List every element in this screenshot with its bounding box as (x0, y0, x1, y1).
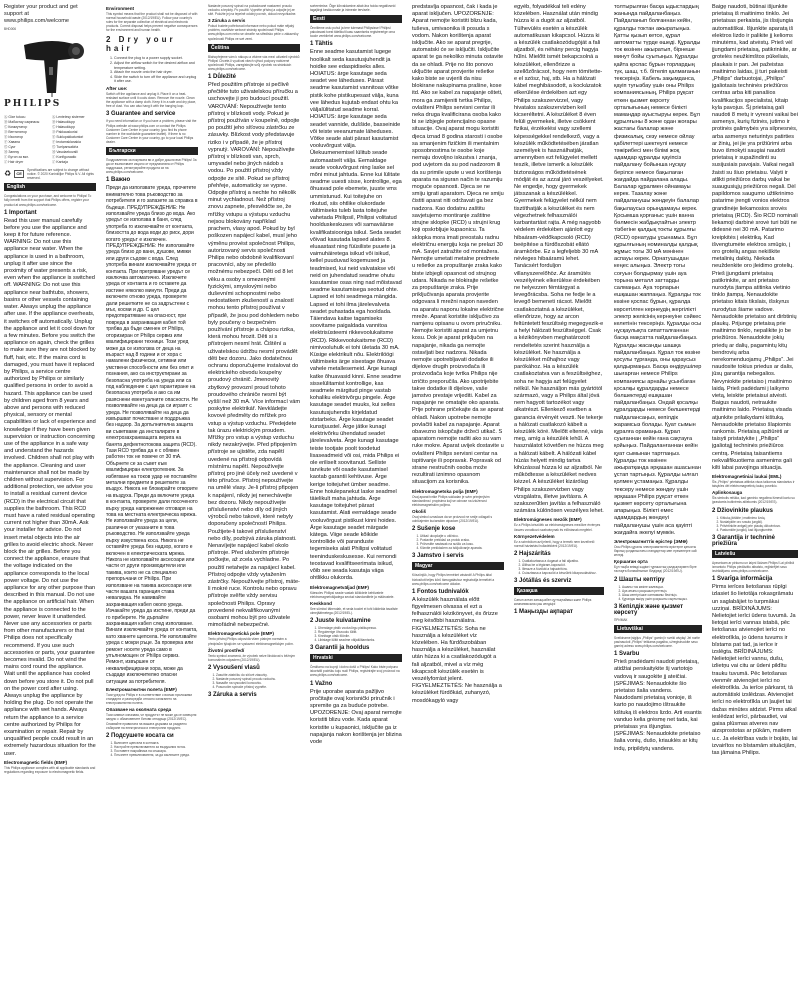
bulgarian-section-title: Български (106, 147, 198, 155)
step-item: 1. Включете щепсела в контакта. (114, 741, 198, 745)
after-use-heading: After use: (106, 86, 128, 92)
dry-hu-heading: 2 Hajszárítás (514, 550, 551, 557)
legend-item: Ⓐ Lentelesу sistemer (52, 115, 85, 120)
step-item: 3. Pričvrstite nastavak na sušilo za kosu. (420, 542, 504, 546)
guarantee-cz-heading: 3 Záruka a servis (208, 18, 246, 24)
step-item: 2. Állítsa be a légáram-kapcsolót. (522, 563, 604, 567)
column-7 (610, 0, 706, 990)
dry-hu-steps (514, 559, 604, 575)
emf-hu-text: Ez a Philips készülék az elektromágneses mezőkre érvényes összes vonatkozó szabványnak és előírásnak megfelel. (514, 523, 601, 532)
important-hu-text: A készülék használata előtt figyelmesen olvassa el ezt a felhasználói kézikönyvet, és őrizze meg későbbi használatra. FIGYELMEZTETÉS: Soha ne használja a készüléket víz közelében. Ha fürdőszobában használja a készüléket, használat után húzza ki a csatlakozódugót a fali aljzatból, mivel a víz még kikapcsolt készülék esetén is veszélyforrást jelent. FIGYELMEZTETÉS: Ne használja a készüléket fürdőkád, zuhanyzó, mosdókagyló vagy (412, 596, 502, 704)
dry-kk-heading: 2 Шашты кептіру (614, 576, 665, 583)
emf-heading: Electromagnetic fields (EMF) (4, 759, 68, 765)
cover-column (0, 0, 100, 990)
step-item: 2. Ауа ағыны қосқышын реттеңіз. (622, 589, 702, 593)
step-item: 4. Slide the switch to turn off the appliance and unplug it after use. (114, 75, 198, 84)
dry-bg-heading: 2 Подсушете косата си (106, 732, 174, 739)
env-hu-text: Ez a szimbólum azt jelenti, hogy a termék nem kezelhető normál háztartási hulladékként (2012/19/EU). (514, 539, 595, 548)
lietuviskai-intro: Sveikiname įsigijus „Philips“ gaminį ir sveiki atvykę! Jei norite pasinaudoti „Philips“ teikiama pagalba, užregistruokite savo gaminį adresu www.philips.com/welcome. (614, 635, 700, 649)
czech-section-title: Čeština (208, 44, 300, 52)
emf-cz-heading: Elektromagnetická pole (EMP) (208, 631, 274, 637)
legend-item: Ⓔ Изолятор (4, 135, 24, 140)
environment-heading: Environment (106, 6, 135, 11)
step-item: 4. Kliznite prekidačem za isključivanje aparata. (420, 546, 504, 550)
step-item: 3. Nasaďte na vysoušeč koncovku. (216, 681, 300, 685)
after-use-text: Switch off the appliance and unplug it. Place it on a heat-resistant surface until it cools down. Remove the nozzle. Clean the appliance with a damp cloth. Keep it in a safe and dry place, free of dust. You can also hang it with the hanging loop. (106, 92, 197, 109)
recycle-icon: ♻ (4, 169, 12, 179)
parts-legend (4, 115, 96, 165)
legend-item: Ⓐ Giaт tutucu (4, 115, 26, 120)
legend-item: Ⓘ Konfiguraatio (52, 155, 77, 160)
step-item: 1. Zasuňte zástrčku do síťové zásuvky. (216, 673, 300, 677)
column-8 (708, 0, 802, 990)
legend-item: Ⓑ Мабастау сақинасы (4, 120, 40, 125)
dry-et-heading: 2 Juuste kuivatamine (310, 617, 371, 624)
important-text: Read this user manual carefully before you use the appliance and keep it for future reference. WARNING: Do not use this appliance near water. When the appliance is used in a bathroom, unplug it after use since the proximity of water presents a risk, even when the appliance is switched off. WARNING: Do not use this appliance near bathtubs, showers, basins or other vessels containing water. Always unplug the appliance after use. If the appliance overheats, it switches off automatically. Unplug the appliance and let it cool down for a few minutes. Before you switch the appliance on again, check the grilles to make sure they are not blocked by fluff, hair, etc. If the mains cord is damaged, you must have it replaced by Philips, a service centre authorized by Philips or similarly qualified persons in order to avoid a hazard. This appliance can be used by children aged from 8 years and above and persons with reduced physical, sensory or mental capabilities or lack of experience and knowledge if they have been given supervision or instruction concerning use of the appliance in a safe way and understand the hazards involved. Children shall not play with the appliance. Cleaning and user maintenance shall not be made by children without supervision. For additional protection, we advise you to install a residual current device (RCD) in the electrical circuit that supplies the bathroom. This RCD must have a rated residual operating current not higher than 30mA. Ask your installer for advice. Do not insert metal objects into the air grilles to avoid electric shock. Never block the air grilles. Before you connect the appliance, ensure that the voltage indicated on the appliance corresponds to the local power voltage. Do not use the appliance for any other purpose than described in this manual. Do not use the appliance on artificial hair. When the appliance is connected to the power, never leave it unattended. Never use any accessories or parts from other manufacturers or that Philips does not specifically recommend. If you use such accessories or parts, your guarantee becomes invalid. Do not wind the mains cord round the appliance. Wait until the appliance has cooled down before you store it. Do not pull on the power cord after using. Always unplug the appliance by holding the plug. Do not operate the appliance with wet hands. Always return the appliance to a service centre authorized by Philips for examination or repair. Repair by unqualified people could result in an extremely hazardous situation for the user. (4, 217, 96, 757)
legend-item: Ⓒ Halasuklupp (52, 125, 75, 130)
step-item: 4. Csúsztassa a kapcsolót a készülék kikapcsolásához. (522, 571, 604, 575)
emf-et-heading: Elektromagnetväljad (EMF) (310, 584, 369, 590)
env-lt-heading: Aplinkosauga (712, 490, 743, 496)
legend-item: Ⓖ Суьт (4, 145, 16, 150)
hrvatski-intro: Čestitamo na kupnji i dobro došli u Philips! Kako biste potpuno iskoristili podršku koju nudi Philips, registrirajte svoj proizvod na www.philips.com/welcome. (310, 665, 400, 678)
svarigi-heading: 1 Svarīga informācija (712, 576, 773, 583)
env-bg-text: Този символ означава, че продуктът не може да се изхвърля заедно с обикновените битови отпадъци (2012/19/ЕС). Спазвайте правилата на вашата държава за разделно събиране на електрически и електронни продукти. (106, 713, 197, 730)
step-item: 4. Құралды өшіру үшін қосқышты сырғытыңыз. (622, 597, 702, 601)
legend-item: Ⓙ Kantaja (52, 160, 68, 165)
step-item: 1. Kištuką įkiškite į maitinimo lizdą. (720, 516, 798, 520)
welcome-url[interactable]: www.philips.com/welcome (4, 18, 69, 24)
dry-hr-heading: 2 Sušenje kose (412, 526, 456, 533)
emf-lt-heading: Elektromagnetiniai laukai (EML) (712, 474, 782, 480)
eesti-intro: Õnnitleme ostu puhul ja tere tulemast Philipsisse! Philipsi pakutavast toest täielikult kasu saamiseks registreerige oma toode veebilehel www.philips.com/welcome. (310, 26, 395, 39)
hu-continued-text: egyéb, folyadékkal teli edény közelében. Használat után mindig húzza ki a dugót az aljzatból. Túlhevülés esetén a készülék automatikusan kikapcsol. Húzza ki a készülék csatlakozódugóját a fali aljzatból, és néhány percig hagyja hűlni. Mielőtt ismét bekapcsolná a készüléket, ellenőrizze a szellőzőrácsot, hogy nem tömítette-e el szösz, haj, stb. Ha a hálózati kábel meghibásodott, a kockázatok elkerülése érdekében azt egy Philips szakszervizzel, vagy hivatalos szakszervizben kell kicseréltetni. A készüléket 8 éven felüli gyermekek, illetve csökkent fizikai, érzékelési vagy szellemi képességekkel rendelkező, vagy a készülék működtetésében járatlan személyek is használhatják, amennyiben ezt felügyelet mellett teszik, illetve ismerik a készülék biztonságos működtetésének módját és az azzal járó veszélyeket. Ne engedje, hogy gyermekek játsszanak a készülékkel. Gyermekek felügyelet nélkül nem tisztíthatják a készüléket és nem végezhetnek felhasználói karbantartást rajta. A még nagyobb védelem érdekében ajánlott egy hibaáram-védőkapcsoló (RCD) beépítése a fürdőszobát ellátó áramkörbe. Ez a legfeljebb 30 mA névleges hibaáramú lehet. Tanácsért forduljon villanyszerelőhöz. Az áramütés veszélyének elkerülése érdekében ne helyezzen fémtárgyat a levegőrácsba. Soha ne fedje le a levegő bemeneti rácsot. Mielőtt csatlakoztatná a készüléket, ellenőrizze, hogy az arcon feltüntetett feszültség megegyezik-e a helyi hálózati feszültséggel. Csak a kézikönyvben meghatározott rendeltetés szerint használja a készüléket. Ne használja a készüléket műhajhoz vagy parókához. Ha a készülék csatlakoztatva van a feszültséghez, soha ne hagyja azt felügyelet nélkül. Ne használjon más gyártótól származó, vagy a Philips által jóvá nem hagyott tartozékot vagy alkatrészt. Ellenkező esetben a garancia érvényét veszti. Ne tekerje a hálózati csatlakozó kábelt a készülék köré. Mielőtt eltenné, várja meg, amíg a készülék lehűl. A használatot követően ne húzza meg a hálózati kábelt. A hálózati kábel húzás helyett mindig tartva kihúzással húzza ki az aljzatból. Ne működtesse a készüléket nedves kézzel. A készüléket kizárólag Philips szakszervizben vagy vizsgálatra, illetve javításra. A szakszerűtlen javítás a felhasználó számára különösen veszélyes lehet. (514, 4, 604, 515)
svarbu-heading: 1 Svarbu (614, 651, 640, 658)
legend-item: Ⓒ Коммутатор (4, 125, 28, 130)
step-item: 1. Ühendage pistik vooluvõrgu pistikupessa. (318, 626, 402, 630)
lietuviskai-section-title: Lietuviškai (614, 625, 702, 633)
step-item: 1. Ашаны ток көзіне жалғаңыз. (622, 585, 702, 589)
env-kk-heading: Қоршаған орта (614, 559, 648, 565)
emf-et-text: Käesolev Philipsi seade vastab kõikidele kehtivatele elektromagnetväljadega seotud standarditele ja määrustele. (310, 590, 395, 599)
guarantee-text: If you need information or if you have a problem, please visit the Philips website at www.philips.com or contact the Philips Customer Care Centre in your country (you find its phone number in the worldwide guarantee leaflet). If there is no Customer Care Centre in your country, go to your local Philips dealer. (106, 119, 197, 144)
step-item: 4. Плъзнете превключвателя, за да изключите уреда. (114, 753, 198, 757)
important-cz-text: Před použitím přístroje si pečlivě přečtěte tuto uživatelskou příručku a uschovejte ji pro budoucí použití. VAROVÁNÍ: Nepoužívejte tento přístroj v blízkosti vody. Pokud je přístroj používán v koupelně, odpojte po použití jeho síťovou zástrčku ze zásuvky. Blízkost vody představuje riziko i v případě, že je přístroj vypnutý. VAROVÁNÍ: Nepoužívejte přístroj v blízkosti van, sprch, umyvadel nebo jiných nádob s vodou. Po použití přístroj vždy odpojte ze sítě. Pokud se přístroj přehřeje, automaticky se vypne. Odpojte přístroj a nechte ho několik minut vychladnout. Než přístroj znovu zapnete, přesvědčte se, že mřížky vstupu a výstupu vzduchu nejsou blokovány například prachem, vlasy apod. Pokud by byl poškozen napájecí kabel, musí jeho výměnu provést společnost Philips, autorizovaný servis společnosti Philips nebo obdobně kvalifikovaní pracovníci, aby se předešlo možnému nebezpečí. Děti od 8 let věku a osoby s omezenými fyzickými, smyslovými nebo duševními schopnostmi nebo nedostatkem zkušeností a znalostí mohou tento přístroj používat v případě, že jsou pod dohledem nebo byly poučeny o bezpečném používání přístroje a chápou rizika, která mohou hrozit. Děti si s přístrojem nesmí hrát. Čištění a uživatelskou údržbu nesmí provádět děti bez dozoru. Jako dodatečnou ochranu doporučujeme instalovat do elektrického obvodu koupelny proudový chránič. Jmenovitý zbytkový provozní proud tohoto proudového chrániče nesmí být vyšší než 30 mA. Více informací vám poskytne elektrikář. Nevkládejte kovové předměty do mřížek pro vstup a výstup vzduchu. Předejdete tak úrazu elektrickým proudem. Mřížky pro vstup a výstup vzduchu nikdy nezakrývejte. Před připojením přístroje se ujistěte, zda napětí uvedené na přístroji odpovídá místnímu napětí. Nepoužívejte přístroj pro jiné účely než uvedené v této příručce. Přístroj nepoužívejte na umělé vlasy. Je-li přístroj připojen k napájení, nikdy jej nenechávejte bez dozoru. Nikdy nepoužívejte příslušenství nebo díly od jiných výrobců nebo takové, které nebyly doporučeny společností Philips. Použijete-li takové příslušenství nebo díly, pozbývá záruka platnosti. Nenavíjejte napájecí kabel okolo přístroje. Před uložením přístroje počkejte, až zcela vychladne. Po použití netahejte za napájecí kabel. Přístroj odpojte vždy vytažením zástrčky. Nepoužívejte přístroj, máte-li mokré ruce. Kontrolu nebo opravu přístroje svěřte vždy servisu společnosti Philips. Opravy provedené nekvalifikovanými osobami mohou být pro uživatele mimořádně nebezpečné. (208, 82, 301, 629)
kazakh-intro: Сатып алған затыңызбен құттықтаймыз және Philips компаниясына қош келдіңіз! (514, 598, 592, 607)
important-et-heading: 1 Tähtis (310, 41, 333, 48)
brand-logo: PHILIPS (4, 99, 62, 110)
legend-item: Ⓗ Запезу (4, 150, 20, 155)
eesti-section-title: Eesti (310, 15, 402, 23)
lt-continued-text: Baigę naudoti, būtinai išjunkite prietaisą iš maitinimo tinklo. Jei prietaisas perkaista, jis išsijungia automatiškai. Išjunkite aparatą iš elektros lizdo ir palikite jį kelioms minutėms, kad atvėstų. Prieš vėl įjungdami prietaisą, patikrinkite, ar grotelės neužkimštos pūkeliais, plaukais ir pan. Jei pažeistas maitinimo laidas, jį turi pakeisti „Philips“ darbuotojai, „Philips“ įgaliotasis techninės priežiūros centras arba kiti panašios kvalifikacijos specialistai, kitaip kyla pavojus. Šį prietaisą gali naudoti 8 metų ir vyresni vaikai bei asmenys, kurių fizinės, jutimo ir protinės galimybės yra silpnesnės, arba asmenys neturintys patirties ar žinių, jei jie yra prižiūrimi arba buvo išmokyti saugiai naudoti prietaisą ir supažindinti su susijusiais pavojais. Vaikai negali žaisti su šiuo prietaisu. Valyti ir atlikti priežiūros darbų vaikai be suaugusiųjų priežiūros negali. Dėl papildomos saugumo užtikrinimo patarime įrengti vonios elektros grandinėje liekamosios srovės prietaisą (RCD). Šio RCD nominali liekamoji darbinė srovė turi būti ne didesnė nei 30 mA. Patarimo kreipkitės į elektriką. Kad išvengtumėte elektros smūgio, į oro grotelių angas nekiškite metalinių daiktų. Niekada neuždenkite oro įleidimo grotelių. Prieš įjungdami prietaisą patikrinkite, ar ant prietaiso nurodyta įtampa atitinka vietinio tinklo įtampą. Nenaudokite prietaiso kitais tikslais, išskyrus nurodytus šiame vadove. Nenaudokite prietaiso ant dirbtinių plaukų. Prijungę prietaisą prie maitinimo tinklo, nepalikite jo be priežiūros. Nenaudokite jokių priedų ar dalių, pagamintų kitų bendrovių arba nerekomenduojamų „Philips“. Jei naudosite tokius priedus ar dalis, jūsų garantija nebegalios. Nevyniokite prietaiso į maitinimo laidą. Prieš padėdami į laikymo vietą, leiskite prietaisui atvėsti. Baigus naudoti, netraukite maitinimo laido. Prietaisą visada atjunkite prilaikydami kištuką. Nenaudokite prietaiso šlapiomis rankomis. Prietaisą apžiūrėti ar taisyti pristatykite į „Philips“ įgaliotąjį techninės priežiūros centrą. Prietaisą taisantiems nekvalifikuotiems asmenims gali kilti labai pavojinga situacija. (712, 4, 798, 471)
model-number: BHD006 (4, 27, 17, 31)
dry-lt-heading: 2 Džiovinkite plaukus (712, 507, 774, 514)
env-cz-heading: Životní prostředí (208, 647, 245, 653)
column-4 (306, 0, 406, 990)
dry-hr-steps (412, 534, 504, 550)
legend-item: Ⓕ Хавана (4, 140, 20, 145)
compliance-row (4, 168, 96, 180)
guarantee-cz2-heading: 3 Záruka a servis (208, 692, 257, 699)
legend-item: Ⓓ Pakkauskoriai (52, 130, 78, 135)
step-item: 1. Utikač ukopčajte u utičnicu. (420, 534, 504, 538)
emf-cz-text: Tento přístroj Philips odpovídá všem platným normám a předpisům týkajícím se vystavení elektromagnetickým polím. (208, 637, 294, 646)
env-hr-heading: Okoliš (412, 508, 427, 514)
latviesu-intro: Apsveicam ar pirkumu un laipni lūdzam Philips! Lai pilnībā izmantotu Philips piedāvāto atbalstu, reģistrējiet savu izstrādājumu www.philips.com/welcome. (712, 560, 795, 574)
emf-text: This Philips appliance complies with all applicable standards and regulations regarding exposure to electromagnetic fields. (4, 765, 96, 774)
step-item: 3. Pritvirtinkite antgalį prie plaukų džiovintuvo. (720, 524, 798, 528)
legend-item: Ⓔ Suklupakkatuntori (52, 135, 84, 140)
environment-text: This symbol means that the product shall not be disposed of with normal household waste (2012/19/EU). Follow your country's rules for the separate collection of electrical and electronic products. Correct disposal helps prevent negative consequences for the environment and human health. (106, 12, 198, 33)
guarantee-kk-heading: 3 Кепілдік және қызмет көрсету (614, 603, 684, 616)
step-item: 2. Adjust the airflow switch for the desired airflow and temperature setting. (114, 61, 198, 70)
hrvatski-section-title: Hrvatski (310, 654, 402, 662)
important-heading: 1 Important (4, 209, 37, 216)
guarantee-lt-heading: 3 Garantija ir techninė priežiūra (712, 534, 776, 547)
copyright-note: Specifications are subject to change without notice. © 2020 Koninklijke Philips N.V. All rights reserved. (27, 168, 94, 181)
important-hu-heading: 1 Fontos tudnivalók (412, 588, 469, 595)
dry-kk-steps (614, 585, 702, 601)
legend-item: Ⓗ Vasolaekovalli (52, 150, 78, 155)
important-bg-heading: 1 Важно (106, 177, 131, 184)
emf-lt-text: Šis „Philips“ prietaisas atitinka visus taikomus standartus ir taisykles dėl elektromagnetinių laukų poveikio. (712, 480, 795, 489)
legend-item: Ⓕ Ieotamsklanakia (52, 140, 81, 145)
latviesu-section-title: Latviešu (712, 550, 798, 558)
env-hr-text: Ovaj simbol označava da se proizvod ne smije odlagati s uobičajenim kućanskim otpadom (2012/19/EU). (412, 514, 493, 523)
magyar-intro: Köszönjük, hogy Philips terméket vásárolt! A Philips által biztosított teljes körű támogatáshoz regisztrálja termékét a www.philips.com/welcome oldalon. (412, 573, 495, 586)
emf-kk-text: Осы Philips құралы электромагниттік өрістерге қатысты барлық қолданыстағы стандарттар мен ережелерге сай келеді. (614, 545, 697, 558)
legend-item: Ⓑ Halasuklupp (52, 120, 75, 125)
column-6 (510, 0, 608, 990)
important-cz-heading: 1 Důležité (208, 74, 237, 81)
dry-cz-heading: 2 Vysoušení vlasů (208, 664, 260, 671)
step-item: 3. Illessze a fúvókát a hajszárítóra. (522, 567, 604, 571)
step-item: 1. Csatlakoztassa a dugaszt a fali aljzatba. (522, 559, 604, 563)
column-2 (102, 0, 202, 990)
important-bg-text: Преди да използвате уреда, прочетете внимателно това ръководство за потребителя и го запазете за справка в бъдеще. ПРЕДУПРЕЖДЕНИЕ: Не използвайте уреда близо до вода. Ако уредът се използва в баня, след употреба го изключвайте от контакта, близостта до вода води до риск, дори когато уредът е изключен. ПРЕДУПРЕЖДЕНИЕ: Не използвайте уреда близо до вани, душове, мивки или други съдове с вода. След употреба винаги изключвайте уреда от контакта. При прегряване уредът се изключва автоматично. Изключете уреда от контакта и го оставете да изстине няколко минути. Преди да включите отново уреда, проверете дали решетките не са задръстени с мъх, косми и др. С цел предотвратяване на опасност, при повреда в захранващия кабел той трябва да бъде сменен от Philips, оторизиран от Philips сервиз или квалифицирани техници. Този уред може да се използва от деца на възраст над 8 години и от хора с намалени физически, сетивни или умствени способности или без опит и познания, ако са инструктирани за безопасна употреба на уреда или са под наблюдение с цел гарантиране на безопасна употреба и ако са им разяснени евентуалните опасности. Не позволявайте на деца да си играят с уреда. Не позволявайте на деца да извършват почистване и поддръжка без надзор. За допълнителна защита ви съветваме да инсталирате в електрозахранващата верига на банята дефектнотокова защита (RCD). Тази RCD трябва да е с обявен работен ток не повече от 30 mA. Обърнете се за съвет към квалифициран електротехник. За избягване на токов удар не поставяйте метални предмети в решетките за въздух. Никога не блокирайте отворите на въздуха. Преди да включите уреда в контакта, проверете дали посоченото върху уреда напрежение отговаря на това на местната електрическа мрежа. Не използвайте уреда за цели, различни от указаните в това ръководство. Не използвайте уреда върху изкуствена коса. Никога не оставяйте уреда без надзор, когато е включен в електрическата мрежа. Никога не използвайте аксесоари или части от други производители или такива, които не са специално препоръчани от Philips. При използване на такива аксесоари или части вашата гаранция става невалидна. Не навивайте захранващия кабел около уреда. Изчакайте уреда да изстине, преди да го приберете. Не дърпайте захранващия кабел след използване. Винаги изключвайте уреда от контакта, като хванете щепсела. Не използвайте уреда с мокри ръце. За проверка или ремонт носете уреда само в упълномощен от Philips сервиз. Ремонт, извършен от неквалифицирани хора, може да създаде изключително опасни ситуации за потребителя. (106, 185, 198, 685)
step-item: 3. Kinnitage otsik föönile. (318, 634, 402, 638)
emf-kk-heading: Электромагниттік өрістер (ЭМӨ) (614, 539, 688, 545)
kazakh-section-title: Қазақша (514, 587, 604, 595)
top-text: sorteerimise. Õige kõrvaldamine aitab ära hoida negatiivseid tagajärgi keskkonnale ja inimeste tervisele. (310, 4, 396, 13)
step-item: 3. Шаш кептіргішке саптаманы бекітіңіз. (622, 593, 702, 597)
step-item: 2. Nastavte posuvný spínač proudu vzduchu. (216, 677, 300, 681)
product-code: ПРИМАК (614, 617, 628, 622)
emf-hr-text: Ovaj aparat tvrtke Philips sukladan je svim primjenjivim standardima i propisima koji se odnose na izloženost elektromagnetskim poljima. (412, 494, 490, 507)
step-item: 4. Pastumkite jungiklį, kad išjungtumėte. (720, 528, 798, 532)
svarigi-text: Pirms ierīces lietošanas rūpīgi izlasiet šo lietotāja rokasgrāmatu un saglabājiet to turpmākai uzziņai. BRĪDINĀJUMS: Nelietojiet ierīci ūdens tuvumā. Ja lietojat ierīci vannas istabā, pēc lietošanas atvienojiet ierīci no elektrotīkla, jo ūdens tuvums ir bīstams pat tad, ja ierīce ir izslēgta. BRĪDINĀJUMS: Nelietojiet ierīci vannu, dušu, izlietņu vai citu ar ūdeni pildītu trauku tuvumā. Pēc lietošanas vienmēr atvienojiet ierīci no elektrotīkla. Ja ierīce pārkarst, tā automātiski izslēdzas. Atvienojiet ierīci no elektrotīkla un ļaujiet tai dažas minūtes atdzist. Pirms atkal ieslēdzat ierīci, pārbaudiet, vai gaisa plūsmas atveres nav aizsprostotas ar pūkām, matiem u.c. Ja elektrības vads ir bojāts, lai izvairītos no bīstamām situācijām, tas jāmaina Philips. (712, 584, 798, 756)
important-hr-heading: 1 Važno (310, 680, 333, 687)
dry-et-steps (310, 626, 402, 642)
step-item: 4. Posunutím spínače přístroj vypněte. (216, 685, 300, 689)
legend-item: Ⓙ Hair dryer (4, 160, 24, 165)
magyar-section-title: Magyar (412, 562, 504, 570)
guarantee-hu-heading: 3 Jótállás és szerviz (514, 578, 572, 585)
step-item: 2. Nustatykite oro srauto jungiklį. (720, 520, 798, 524)
env-hu-heading: Környezetvédelem (514, 533, 555, 539)
env-lt-text: Šis simbolis reiškia, kad gaminio negalima išmesti kartu su įprastomis buitinėmis atliekomis (2012/19/ES). (712, 496, 795, 505)
hr-continued-text: predstavlja opasnost, čak i kada je aparat isključen. UPOZORENJE: Aparat nemojte koristiti blizu kada, tuševa, umivaonika ili posuda s vodom. Nakon korištenja aparat isključite. Ako se aparat pregrije, automatski će se isključiti. Isključite aparat te ga nekoliko minuta ostavite da se ohladi. Prije no što ponovo uključite aparat provjerite rešetke kako biste se uvjerili da nisu blokirane nakupinama prašine, kose itd. Ako se kabel za napajanje ošteti, mora ga zamijeniti tvrtka Philips, ovlašteni Philips servisni centar ili neka druga kvalificirana osoba kako bi se izbjegle potencijalno opasne situacije. Ovaj aparat mogu koristiti djeca iznad 8 godina starosti i osobe sa smanjenim fizičkim ili mentalnim sposobnostima te osobe koje nemaju dovoljno iskustva i znanja, pod uvjetom da su pod nadzorom ili da su primile upute u vezi korištenja aparata na siguran način te razumiju moguće opasnosti. Djeca se ne smiju igrati aparatom. Djeca ne smiju čistiti aparat niti održavati ga bez nadzora. Kao dodatnu zaštitu savjetujemo montiranje zaštitne strujne sklopke (RCD) u strujni krug koji opskrbljuje kupaonicu. Ta sklopka mora imati preostalu radnu električnu energiju koja ne prelazi 30 mA. Savjet zatražite od montažera. Nemojte umetati metalne predmete u rešetke za propuštanje zraka kako biste izbjegli opasnost od strujnog udara. Nikada ne blokirajte rešetke za propuštanje zraka. Prije priključivanja aparata provjerite odgovara li mrežni napon naveden na aparatu naponu lokalne električne mreže. Aparat koristite isključivo za namjenu opisanu u ovom priručniku. Nemojte koristiti aparat za umjetnu kosu. Dok je aparat priključen na napajanje, nikada ga nemojte ostavljati bez nadzora. Nikada nemojte upotrebljavati dodatke ili dijelove drugih proizvođača ili proizvođača koje tvrtka Philips nije izričito preporučila. Ako upotrijebite takve dodatke ili dijelove, vaše jamstvo prestaje vrijediti. Kabel za napajanje ne omatajte oko aparata. Prije pohrane pričekajte da se aparat ohladi. Nakon upotrebe nemojte povlačiti kabel za napajanje. Aparat obavezno iskopčajte držeći utikač. S aparatom nemojte raditi ako su vam ruke mokre. Aparat uvijek dostavite u ovlašteni Philips servisni centar na ispitivanje ili popravak. Popravak od strane nestručnih osoba može rezultirati iznimno opasnom situacijom za korisnika. (412, 4, 504, 486)
legend-item: Ⓖ Tuelpansakiria (52, 145, 79, 150)
column-5 (408, 0, 508, 990)
important-et-text: Enne seadme kasutamist lugege hoolikalt seda kasutusjuhendit ja hoidke see edaspidiseks alles. HOIATUS: ärge kasutage seda seadet vee läheduses. Pärast seadme kasutamist vannitoas võtke pistik kohe pistikupesast välja, kuna vee lähedus kujutab endast ohtu ka väljalülitatud seadme korral. HOIATUS: ärge kasutage seda seadet vannide, duššide, basseinide või teiste veeanumate läheduses. Võtke seade alati pärast kasutamist vooluvõrgust välja. Ülekuumenemisel lülitub seade automaatselt välja. Eemaldage seade vooluvõrgust ning laske sel mõni minut jahtuda. Enne kui lülitate seadme uuesti sisse, kontrollige, ega õhuavad pole ebemete, juuste vms ummistunud. Kui toitejuhe on rikutud, siis ohtlike olukordade vältimiseks tuleb lasta toitejuhe vahetada Philipsil, Philipsi volitatud hoolduskeskuses või samaväärse kvalifikatsiooniga isikul. Seda seadet võivad kasutada lapsed alates 8. eluaastast ning füüsiliste puuete ja vaimuhäiretega isikud või isikud, kellel puuduvad kogemused ja teadmised, kui neid valvatakse või neid on juhendatud seadme ohutu kasutamise osas ning nad mõistavad seadme kasutamisega seotud ohte. Lapsed ei tohi seadmega mängida. Lapsed ei tohi ilma järelevalveta seadet puhastada ega hooldada. Täiendava kaitse tagamiseks soovitame paigaldada vannitoa elektrisüsteemi rikkevoolukaitsme (RCD). Rikkevoolukaitsme (RCD) nimivooluhulk ei tohi ületada 30 mA. Küsige elektrikult nõu. Elektrilöögi vältimiseks ärge sisestage õhuava vahele metallesemeid. Ärge kunagi katke õhuavasid kinni. Enne seadme sisselülitamist kontrollige, kas seadmele märgitud pinge vastab kohaliku elektrivõrgu pingele. Ärge kasutage seadet muuks, kui selles kasutusjuhendis kirjeldatud otstarbeks. Ärge kasutage seadet kunstjuustel. Ärge jätke kunagi elektrivõrku ühendatud seadet järelevalveta. Ärge kunagi kasutage teiste tootjate poolt toodetud lisaseadmeid või osi, mida Philips ei ole eriliselt soovitanud. Selliste tarvikute või osade kasutamisel kaotab garantii kehtivuse. Ärge kerige toitejuhet ümber seadme. Enne hoiulepanekut laske seadmel täielikult maha jahtuda. Ärge kasutage toitejuhet pärast kasutamist. Alati eemaldage seade vooluvõrgust pistikust kinni hoides. Ärge kasutage seadet märgade kätega. Viige seade kõikide kontrollide või paranduste tegemiseks alati Philipsi volitatud teeninduskeskusesse. Kui remondi teostavad kvalifitseerimata isikud, võib see seada kasutaja väga ohtlikku olukorda. (310, 49, 402, 582)
after-use-cz: Nastavte posuvný spínač na požadované nastavení proudu vzduchu a teploty. Po použití: Vypněte přístroj a odpojte jej ze sítě. Položte jej na tepelně odolný povrch, dokud nevychladne. (208, 4, 297, 17)
guarantee-cz-text: Pokud budete potřebovat informace nebo pokud máte nějaký problém, navštivte webové stránky společnosti Philips www.philips.com nebo se obraťte na středisko péče o zákazníky společnosti Philips ve své zemi. (208, 24, 299, 41)
step-item: 2. Postavite prekidač za protok zraka. (420, 538, 504, 542)
env-et-heading: Keskkond (310, 600, 332, 606)
important-hr-text: Prije uporabe aparata pažljivo pročitajte ovaj korisnički priručnik i spremite ga za buduće potrebe. UPOZORENJE: Ovaj aparat nemojte koristiti blizu vode. Kada aparat koristite u kupaonici, isključite ga iz napajanja nakon korištenja jer blizina vode (310, 688, 402, 745)
english-intro: Congratulations on your purchase, and welcome to Philips! To fully benefit from the support that Philips offers, register your product at www.philips.com/welcome. (4, 194, 92, 207)
register-line: Register your product and get support at (4, 4, 78, 17)
legend-item: Ⓘ Бутон за вкл. (4, 155, 30, 160)
dry-hair-heading: 2 Dry your hair (106, 35, 176, 54)
env-et-text: See sümbol tähendab, et seda toodet ei tohi käidelda tavaliste olmejäätmetega (2012/19/EL). (310, 606, 398, 615)
step-item: 2. Reguleerige õhuvoolu lülitit. (318, 630, 402, 634)
bulgarian-intro: Поздравления за покупката ви и добре дошли във Philips! За да се възползвате изцяло от предлаганата от Philips поддръжка, регистрирайте продукта си на www.philips.com/welcome. (106, 157, 197, 175)
step-item: 1. Connect the plug to a power supply socket. (114, 56, 198, 61)
legend-item: Ⓓ Вентилятор (4, 130, 27, 135)
svarbu-text: Prieš pradėdami naudoti prietaisą, atidžiai perskaitykite šį vartotojo vadovą ir saugokite jį ateičiai. ĮSPĖJIMAS: Nenaudokite šio prietaiso šalia vandens. Naudodami prietaisą vonioje, iš karto po naudojimo ištraukite kištuką iš elektros lizdo. Arti esantis vanduo kelia grėsmę net tada, kai prietaisas yra išjungtas. ĮSPĖJIMAS: Nenaudokite prietaiso šalia vonių, dušo, kriauklės ar kitų indų, pripildytų vandens. (614, 659, 702, 752)
env-bg-heading: Опазване на околната среда (106, 707, 172, 713)
column-3 (204, 0, 304, 990)
guarantee-hr-heading: 3 Jamstvo i servis (412, 553, 464, 560)
env-cz-text: Tento symbol znamená, že výrobek nelze likvidovat s běžným komunálním odpadem (2012/19/EU). (208, 653, 295, 662)
step-item: 3. Attach the nozzle onto the hair dryer. (114, 70, 198, 75)
dry-bg-steps (106, 741, 198, 757)
czech-intro: Blahopřejeme vám k nákupu a vítáme vás mezi uživateli výrobků Philips! Chcete-li využívat všech výhod podpory nabízené společností Philips, zaregistrujte svůj výrobek na stránkách www.philips.com/welcome. (208, 54, 300, 71)
emf-hu-heading: Elektromágneses mezők (EMF) (514, 517, 582, 523)
guarantee-et-heading: 3 Garantii ja hooldus (310, 645, 370, 652)
hair-dryer-illustration (14, 35, 94, 97)
step-item: 4. Libistage lülitit seadme väljalülitamiseks. (318, 638, 402, 642)
ce-mark: CE (14, 170, 24, 178)
step-item: 2. Настройте превключвателя за въздушния поток. (114, 745, 198, 749)
emf-bg-heading: Електромагнитни полета (EMF) (106, 687, 177, 693)
emf-bg-text: Този уред на Philips е в съответствие с всички приложими стандарти и разпоредби относно излагането на електромагнитни полета. (106, 693, 192, 706)
guarantee-heading: 3 Guarantee and service (106, 111, 176, 118)
dry-cz-steps (208, 673, 300, 689)
kk-continued-text: толтырылған басқа ыдыстардың жанында пайдаланбаңыз. Пайдаланып болғаннан кейін, құралды токтан ажыратыңыз. Қатты қызып кетсе, құрал автоматты түрде өшеді. Құралды ток көзінен ажыратып, бірнеше минут бойы суытыңыз. Құралды қайта қоспас бұрын торлардың түк, шаш, т.б. бітеліп қалмағанын тексеріңіз. Кабель зақымданса, қауіп туғызбау үшін оны Philips компаниясының, Philips рұқсат еткен қызмет көрсету орталығының немесе білікті мамандар ауыстыруы керек. Бұл құрылғыны 8 және одан жоғары жастағы балалар және физикалық, сезу немесе ойлау қабілеттері шектеулі немесе тәжірибесі мен білімі жоқ адамдар құралды қауіпсіз пайдалану бойынша нұсқау берілсе немесе бақылаған жағдайда пайдалана алады. Балалар құралмен ойнамауы керек. Тазалау және пайдаланушы жөндеуін балалар бақылаусыз орындамауы керек. Қосымша қорғаныс үшін ванна бөлмесін жабдықтайтын электр тізбегіне қалдық токты құрылғы (RCD) орнатуды ұсынамыз. Бұл құрылғының номиналды қалдық жұмыс тогы 30 мА мәнінен аспауы керек. Орнатушыдан кеңес алыңыз. Электр тогы соғуын болдырмау үшін ауа торына металл заттарды салмаңыз. Ауа торларын ешқашан жаппаңыз. Құралды ток көзіне қоспас бұрын, құралда көрсетілген кернеудің жергілікті электр желісінің кернеуіне сәйкес келетінін тексеріңіз. Құралды осы нұсқаулықта сипатталғаннан басқа мақсатта пайдаланбаңыз. Құралды жасанды шашқа пайдаланбаңыз. Құрал ток көзіне қосулы тұрғанда, оны қараусыз қалдырмаңыз. Басқа өндірушілер шығарған немесе Philips компаниясы арнайы ұсынбаған қосалқы құралдарды немесе бөлшектерді ешқашан пайдаланбаңыз. Ондай қосалқы құралдарды немесе бөлшектерді пайдалансаңыз, кепілдік жарамсыз болады. Қуат сымын құралға орамаңыз. Құрал суығаннан кейін ғана сақтауға қойыңыз. Пайдаланғаннан кейін қуат сымынан тартпаңыз. Құралды ток көзінен ажыратқанда әрқашан ашасынан ұстап тартыңыз. Құралды ылғал қолмен ұстамаңыз. Құралды тексеру немесе жөндеу үшін әрқашан Philips рұқсат еткен қызмет көрсету орталығына апарыңыз. Білікті емес адамдардың жөндеуі пайдаланушы үшін аса қауіпті жағдайға әкелуі мүмкін. (614, 4, 702, 536)
important-kk-heading: 1 Маңызды ақпарат (514, 609, 573, 616)
emf-hr-heading: Elektromagnetska polja (EMF) (412, 488, 478, 494)
dry-steps (106, 56, 198, 84)
step-item: 3. Поставете накрайника на сешоара. (114, 749, 198, 753)
english-section-title: English (4, 183, 96, 191)
dry-lt-steps (712, 516, 798, 532)
env-kk-text: Бұл таңба өнімді кәдімгі тұрмыстық қалдықтармен бірге тастауға болмайтынын білдіреді (2012/19/EU). (614, 565, 697, 574)
